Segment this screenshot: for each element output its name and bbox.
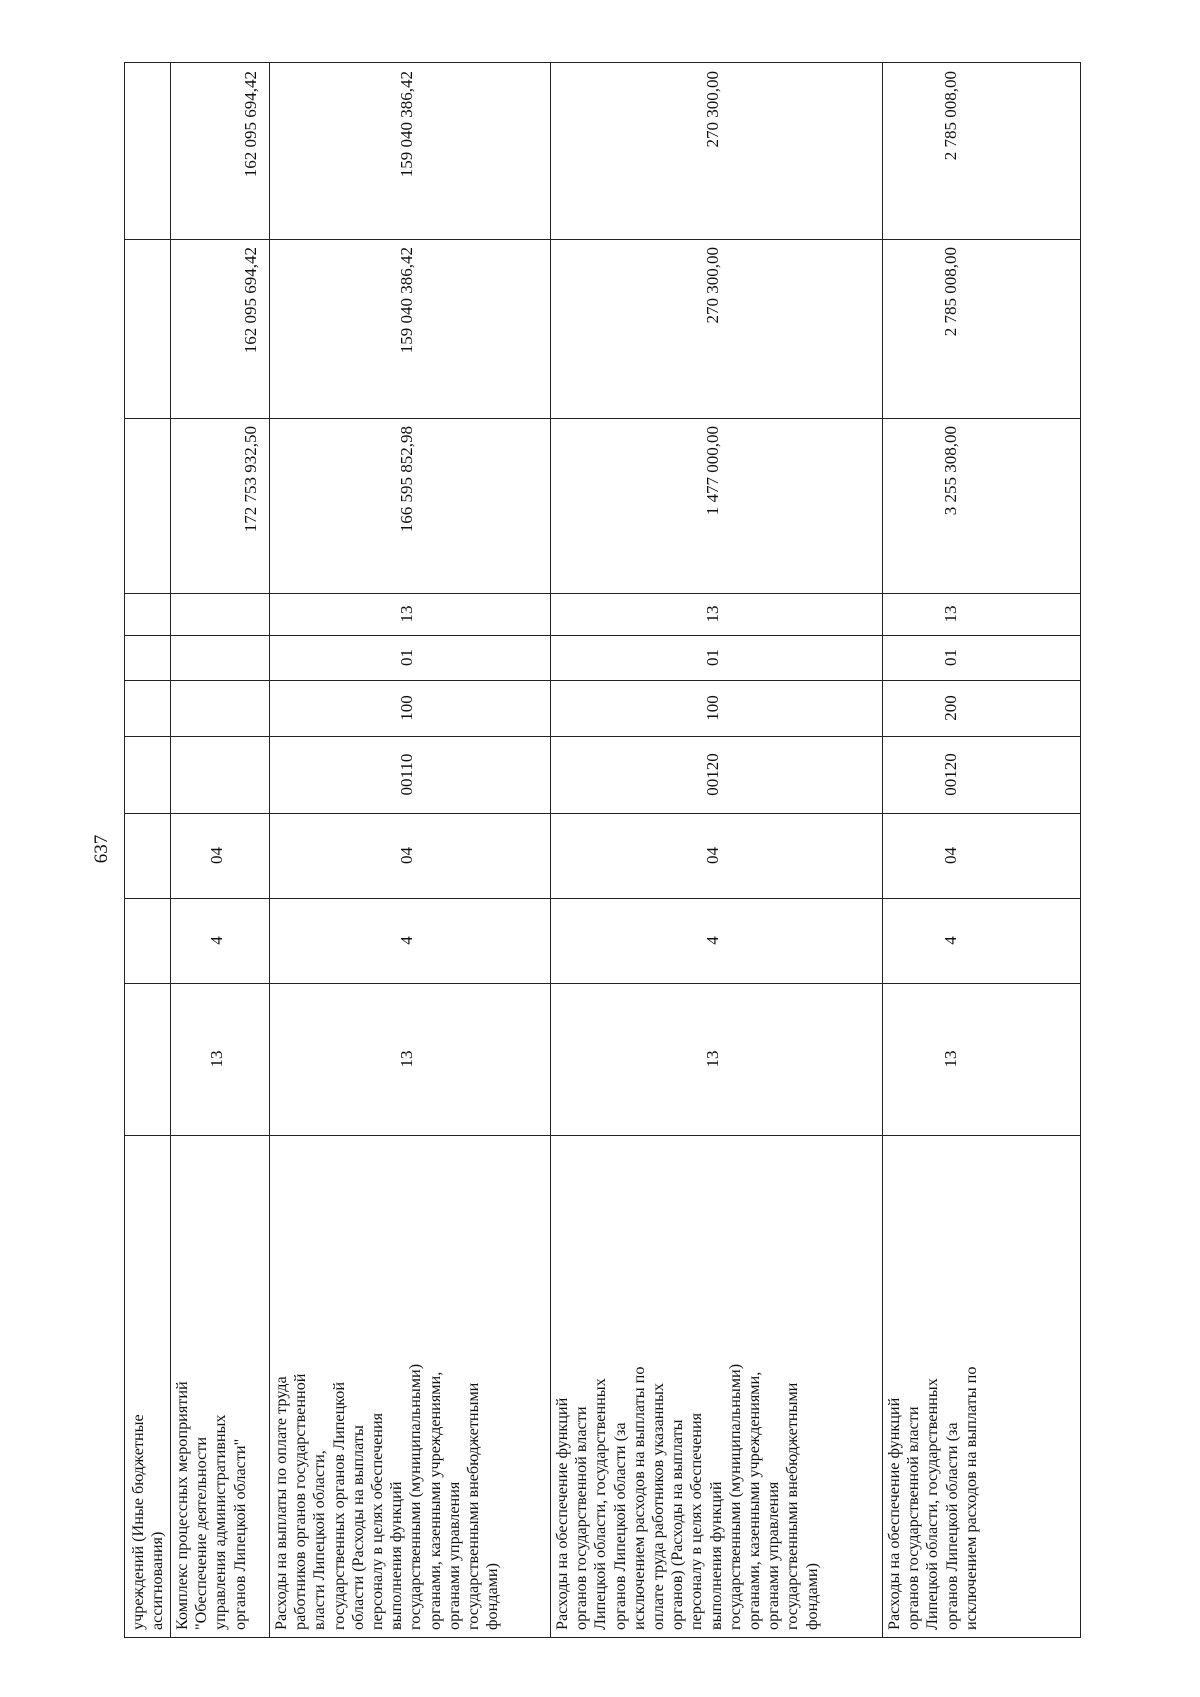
col-d-value: 00110 xyxy=(397,753,416,796)
col-e-value: 100 xyxy=(703,695,722,721)
column-separator xyxy=(125,239,1080,240)
row-separator xyxy=(550,63,551,1637)
col-b-value: 4 xyxy=(397,936,416,945)
sum-2-value: 2 785 008,00 xyxy=(941,247,960,337)
row-separator xyxy=(170,63,171,1637)
col-a-value: 13 xyxy=(207,1050,226,1068)
column-separator xyxy=(125,418,1080,419)
col-f-value: 01 xyxy=(941,649,960,666)
sum-2-value: 162 095 694,42 xyxy=(241,247,260,354)
col-c-value: 04 xyxy=(397,847,416,864)
row-description: учреждений (Иные бюджетные ассигнования) xyxy=(129,1414,167,1630)
sum-1-value: 1 477 000,00 xyxy=(703,426,722,516)
row-description: Комплекс процессных мероприятий "Обеспечение деятельности управления административных органов Липецкой области" xyxy=(173,1381,249,1630)
column-separator xyxy=(125,635,1080,636)
column-separator xyxy=(125,813,1080,814)
column-separator xyxy=(125,983,1080,984)
sum-2-value: 270 300,00 xyxy=(703,247,722,324)
col-f-value: 01 xyxy=(397,649,416,666)
column-separator xyxy=(125,680,1080,681)
sum-1-value: 172 753 932,50 xyxy=(241,426,260,533)
col-g-value: 13 xyxy=(703,605,722,623)
column-separator xyxy=(125,736,1080,737)
col-a-value: 13 xyxy=(941,1050,960,1068)
column-separator xyxy=(125,593,1080,594)
col-c-value: 04 xyxy=(941,847,960,864)
sum-2-value: 159 040 386,42 xyxy=(397,247,416,354)
col-b-value: 4 xyxy=(941,936,960,945)
column-separator xyxy=(125,898,1080,899)
page-number: 637 xyxy=(91,834,112,864)
col-b-value: 4 xyxy=(207,936,226,945)
sum-1-value: 3 255 308,00 xyxy=(941,426,960,516)
row-separator xyxy=(269,63,270,1637)
sum-1-value: 166 595 852,98 xyxy=(397,426,416,533)
col-g-value: 13 xyxy=(397,605,416,623)
row-description: Расходы на обеспечение функций органов государственной власти Липецкой области, государственных органов Липецкой области (за исключением расходов на выплаты по xyxy=(885,1366,980,1630)
sum-3-value: 2 785 008,00 xyxy=(941,71,960,161)
budget-table xyxy=(124,62,1081,1638)
row-description: Расходы на выплаты по оплате труда работников органов государственной власти Липецкой области, государственных органов Липецкой области (Расходы на выплаты персоналу в целях обеспечения выполнения функций государственными (муниципальными) органами, казенными учреждениями, органами управления государственными внебюджетными фондами) xyxy=(272,1363,502,1630)
col-f-value: 01 xyxy=(703,649,722,666)
row-description: Расходы на обеспечение функций органов государственной власти Липецкой области, государственных органов Липецкой области (за исключением расходов на выплаты по оплате труда работников указанных органов) (Расходы на выплаты персоналу в целях обеспечения выполнения функций государственными (муниципальными) органами, казенными учреждениями, органами управления государственными внебюджетными фондами) xyxy=(553,1363,821,1630)
row-separator xyxy=(882,63,883,1637)
sum-3-value: 162 095 694,42 xyxy=(241,71,260,178)
sum-3-value: 159 040 386,42 xyxy=(397,71,416,178)
col-e-value: 100 xyxy=(397,695,416,721)
col-a-value: 13 xyxy=(703,1050,722,1068)
col-b-value: 4 xyxy=(703,936,722,945)
col-d-value: 00120 xyxy=(703,753,722,796)
column-separator xyxy=(125,1135,1080,1136)
col-c-value: 04 xyxy=(207,847,226,864)
col-e-value: 200 xyxy=(941,695,960,721)
sum-3-value: 270 300,00 xyxy=(703,71,722,148)
col-c-value: 04 xyxy=(703,847,722,864)
col-g-value: 13 xyxy=(941,605,960,623)
col-d-value: 00120 xyxy=(941,753,960,796)
col-a-value: 13 xyxy=(397,1050,416,1068)
